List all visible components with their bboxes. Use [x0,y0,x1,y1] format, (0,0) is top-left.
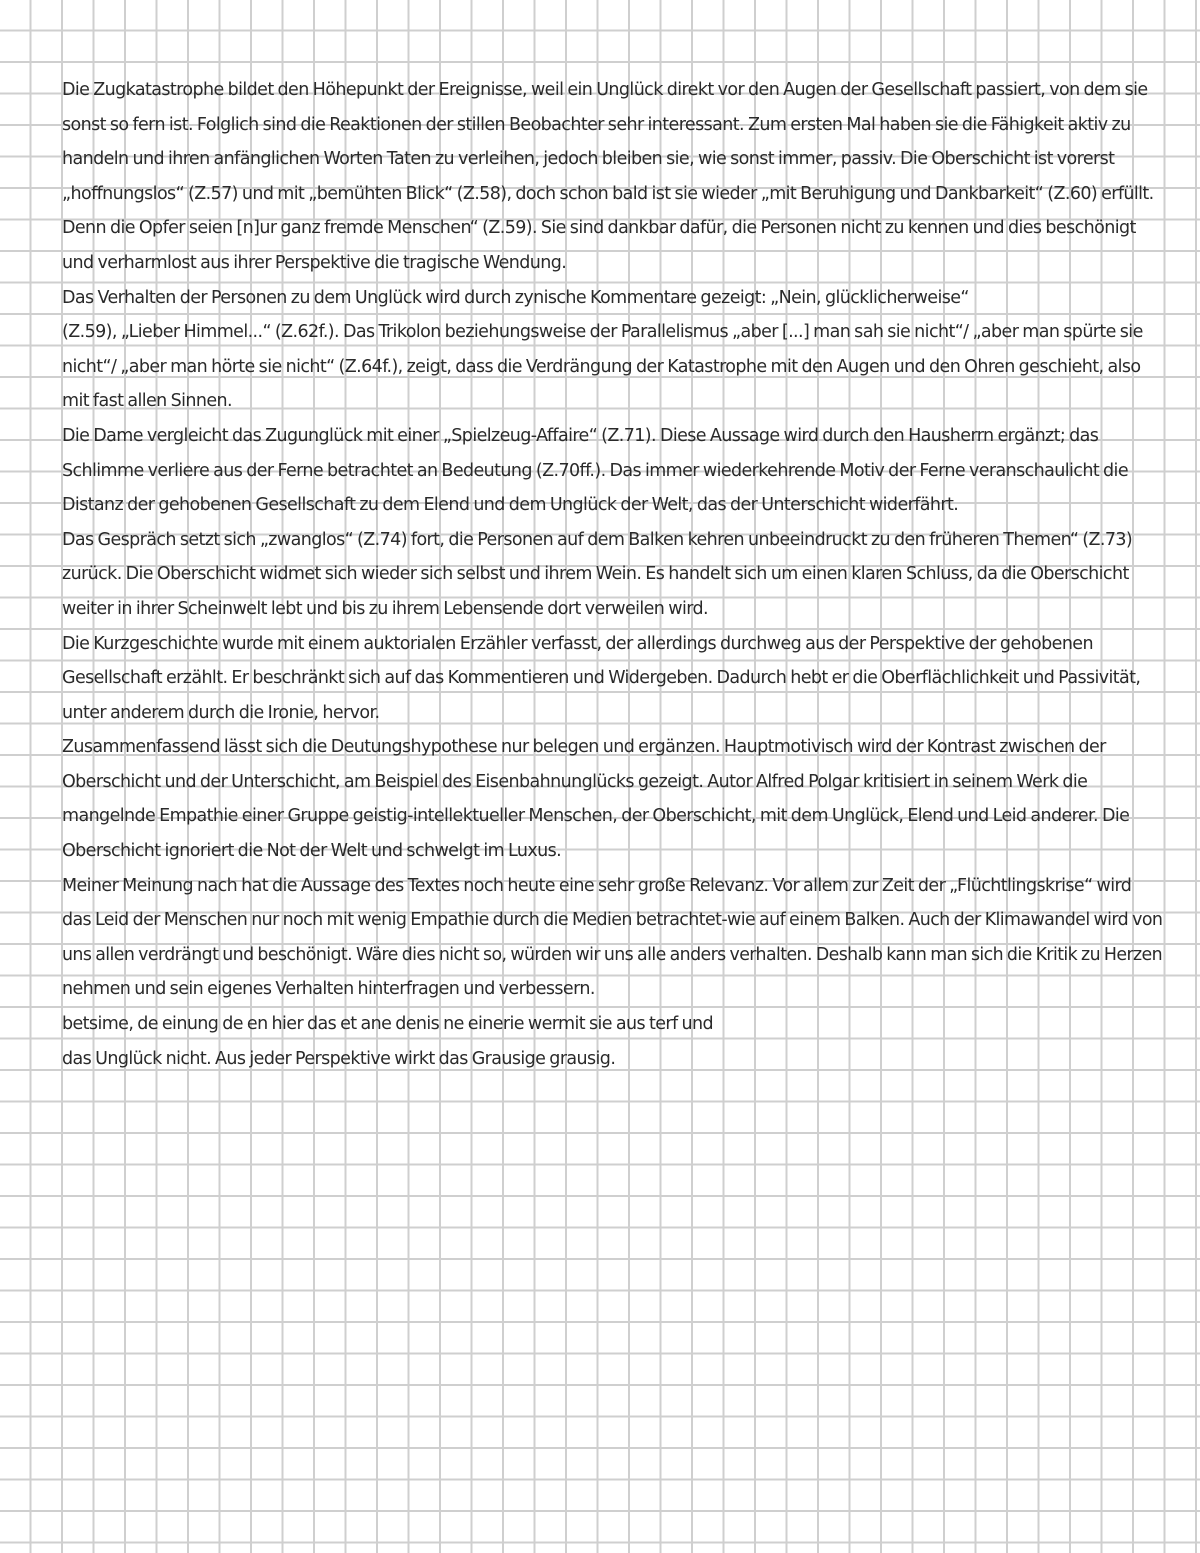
text-line: Gesellschaft erzählt. Er beschränkt sich auf das Kommentieren und Widergeben. Dadurch hebt er die Oberflächlichkeit und Passivität, [62,668,1141,689]
text-line: das Unglück nicht. Aus jeder Perspektive wirkt das Grausige grausig. [62,1048,616,1069]
text-line: sonst so fern ist. Folglich sind die Reaktionen der stillen Beobachter sehr interessant. Zum ersten Mal haben sie die Fähigkeit aktiv zu [62,114,1131,135]
text-line: uns allen verdrängt und beschönigt. Wäre dies nicht so, würden wir uns alle anders verhalten. Deshalb kann man sich die Kritik zu Herzen [62,944,1163,965]
text-line: das Leid der Menschen nur noch mit wenig Empathie durch die Medien betrachtet-wie auf einem Balken. Auch der Klimawandel wird von [62,910,1163,931]
text-line: Denn die Opfer seien [n]ur ganz fremde Menschen“ (Z.59). Sie sind dankbar dafür, die Personen nicht zu kennen und dies beschönigt [62,218,1136,239]
text-line: zurück. Die Oberschicht widmet sich wieder sich selbst und ihrem Wein. Es handelt sich um einen klaren Schluss, da die Oberschicht [62,564,1129,585]
text-line: „hoffnungslos“ (Z.57) und mit „bemühten Blick“ (Z.58), doch schon bald ist sie wieder „mit Beruhigung und Dankbarkeit“ (Z.60) erfüllt. [62,183,1154,204]
text-line: Das Gespräch setzt sich „zwanglos“ (Z.74) fort, die Personen auf dem Balken kehren unbeeindruckt zu den früheren Themen“ (Z.73) [62,529,1133,550]
text-line: mit fast allen Sinnen. [62,391,233,412]
text-line: Das Verhalten der Personen zu dem Unglück wird durch zynische Kommentare gezeigt: „Nein, glücklicherweise“ [62,287,969,308]
text-line: Oberschicht ignoriert die Not der Welt und schwelgt im Luxus. [62,841,562,862]
text-line: handeln und ihren anfänglichen Worten Taten zu verleihen, jedoch bleiben sie, wie sonst immer, passiv. Die Oberschicht ist vorerst [62,149,1115,170]
text-line: mangelnde Empathie einer Gruppe geistig-intellektueller Menschen, der Oberschicht, mit dem Unglück, Elend und Leid anderer. Die [62,806,1130,827]
text-line: weiter in ihrer Scheinwelt lebt und bis zu ihrem Lebensende dort verweilen wird. [62,598,708,619]
text-line: nicht“/ „aber man hörte sie nicht“ (Z.64f.), zeigt, dass die Verdrängung der Katastrophe mit den Augen und den Ohren geschieht, also [62,356,1141,377]
text-line: Distanz der gehobenen Gesellschaft zu dem Elend und dem Unglück der Welt, das der Unterschicht widerfährt. [62,495,959,516]
essay-text [62,73,1162,1076]
text-line: Schlimme verliere aus der Ferne betrachtet an Bedeutung (Z.70ff.). Das immer wiederkehrende Motiv der Ferne veranschaulicht die [62,460,1128,481]
text-line: Meiner Meinung nach hat die Aussage des Textes noch heute eine sehr große Relevanz. Vor allem zur Zeit der „Flüchtlingskrise“ wird [62,875,1132,896]
text-line: nehmen und sein eigenes Verhalten hinterfragen und verbessern. [62,979,595,1000]
text-line: unter anderem durch die Ironie, hervor. [62,702,380,723]
text-line: Zusammenfassend lässt sich die Deutungshypothese nur belegen und ergänzen. Hauptmotivisch wird der Kontrast zwischen der [62,737,1106,758]
text-line: Oberschicht und der Unterschicht, am Beispiel des Eisenbahnunglücks gezeigt. Autor Alfred Polgar kritisiert in seinem Werk die [62,771,1088,792]
text-line: Die Kurzgeschichte wurde mit einem auktorialen Erzähler verfasst, der allerdings durchweg aus der Perspektive der gehobenen [62,633,1093,654]
text-line: Die Zugkatastrophe bildet den Höhepunkt der Ereignisse, weil ein Unglück direkt vor den Augen der Gesellschaft passiert, von dem sie [62,80,1148,100]
text-line: betsime, de einung de en hier das et ane denis ne einerie wermit sie aus terf und [62,1014,713,1035]
text-line: (Z.59), „Lieber Himmel...“ (Z.62f.). Das Trikolon beziehungsweise der Parallelismus „aber [...] man sah sie nicht“/ „aber man spürte sie [62,322,1143,343]
text-line: und verharmlost aus ihrer Perspektive die tragische Wendung. [62,252,567,273]
text-line: Die Dame vergleicht das Zugunglück mit einer „Spielzeug-Affaire“ (Z.71). Diese Aussage wird durch den Hausherrn ergänzt; das [62,425,1099,446]
